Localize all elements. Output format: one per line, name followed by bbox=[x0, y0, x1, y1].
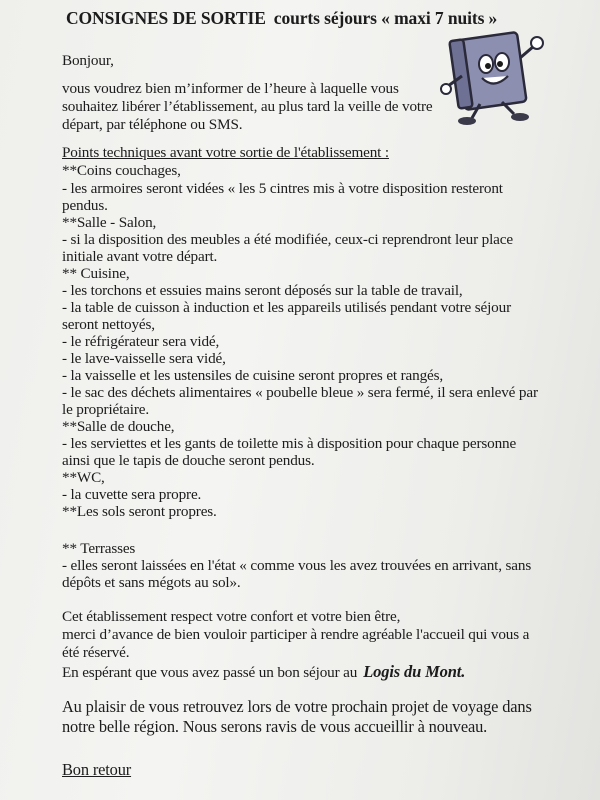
point-line: - si la disposition des meubles a été modifiée, ceux-ci reprendront leur place bbox=[62, 231, 513, 248]
farewell-line: Au plaisir de vous retrouvez lors de votre prochain projet de voyage dans bbox=[62, 697, 532, 716]
point-line: - la vaisselle et les ustensiles de cuisine seront propres et rangés, bbox=[62, 367, 444, 384]
point-line: pendus. bbox=[62, 197, 108, 214]
point-line: - la cuvette sera propre. bbox=[62, 486, 202, 503]
closing-line: merci d’avance de bien vouloir participer à rendre agréable l'accueil qui vous a bbox=[62, 626, 530, 643]
point-line: **Salle - Salon, bbox=[62, 214, 157, 231]
point-line: - le réfrigérateur sera vidé, bbox=[62, 333, 220, 350]
hope-line bbox=[62, 662, 465, 682]
point-line: seront nettoyés, bbox=[62, 316, 155, 333]
point-line: le propriétaire. bbox=[62, 401, 149, 418]
point-line: - les serviettes et les gants de toilette mis à disposition pour chaque personne bbox=[62, 435, 517, 452]
establishment-name: Logis du Mont. bbox=[363, 662, 466, 681]
farewell-line: notre belle région. Nous serons ravis de vous accueillir à nouveau. bbox=[62, 717, 488, 736]
point-line: initiale avant votre départ. bbox=[62, 248, 218, 265]
point-line: ainsi que le tapis de douche seront pendus. bbox=[62, 452, 315, 469]
intro-line: vous voudrez bien m’informer de l’heure à laquelle vous bbox=[62, 80, 399, 97]
section-heading: Points techniques avant votre sortie de l'établissement : bbox=[62, 144, 389, 161]
point-line: **Les sols seront propres. bbox=[62, 503, 217, 520]
intro-line: souhaitez libérer l’établissement, au plus tard la veille de votre bbox=[62, 98, 433, 115]
page-title bbox=[66, 8, 497, 29]
point-line: - la table de cuisson à induction et les appareils utilisés pendant votre séjour bbox=[62, 299, 511, 316]
point-line: **Coins couchages, bbox=[62, 162, 181, 179]
point-line: - les armoires seront vidées « les 5 cintres mis à votre disposition resteront bbox=[62, 180, 503, 197]
point-line: **WC, bbox=[62, 469, 105, 486]
running-book-mascot-icon bbox=[440, 28, 550, 128]
sign-off: Bon retour bbox=[62, 760, 132, 779]
point-line: - les torchons et essuies mains seront déposés sur la table de travail, bbox=[62, 282, 463, 299]
hope-text: En espérant que vous avez passé un bon séjour au bbox=[62, 664, 358, 681]
point-line: ** Cuisine, bbox=[62, 265, 130, 282]
closing-line: Cet établissement respect votre confort et votre bien être, bbox=[62, 608, 401, 625]
greeting: Bonjour, bbox=[62, 52, 114, 69]
point-line: - le sac des déchets alimentaires « poubelle bleue » sera fermé, il sera enlevé par bbox=[62, 384, 538, 401]
point-line: **Salle de douche, bbox=[62, 418, 175, 435]
terraces-line: ** Terrasses bbox=[62, 540, 136, 557]
closing-line: été réservé. bbox=[62, 644, 130, 661]
terraces-line: - elles seront laissées en l'état « comme vous les avez trouvées en arrivant, sans bbox=[62, 557, 532, 574]
intro-line: départ, par téléphone ou SMS. bbox=[62, 116, 243, 133]
point-line: - le lave-vaisselle sera vidé, bbox=[62, 350, 226, 367]
title-main: CONSIGNES DE SORTIE bbox=[66, 8, 266, 28]
terraces-line: dépôts et sans mégots au sol». bbox=[62, 574, 241, 591]
title-subtitle: courts séjours « maxi 7 nuits » bbox=[273, 8, 498, 28]
